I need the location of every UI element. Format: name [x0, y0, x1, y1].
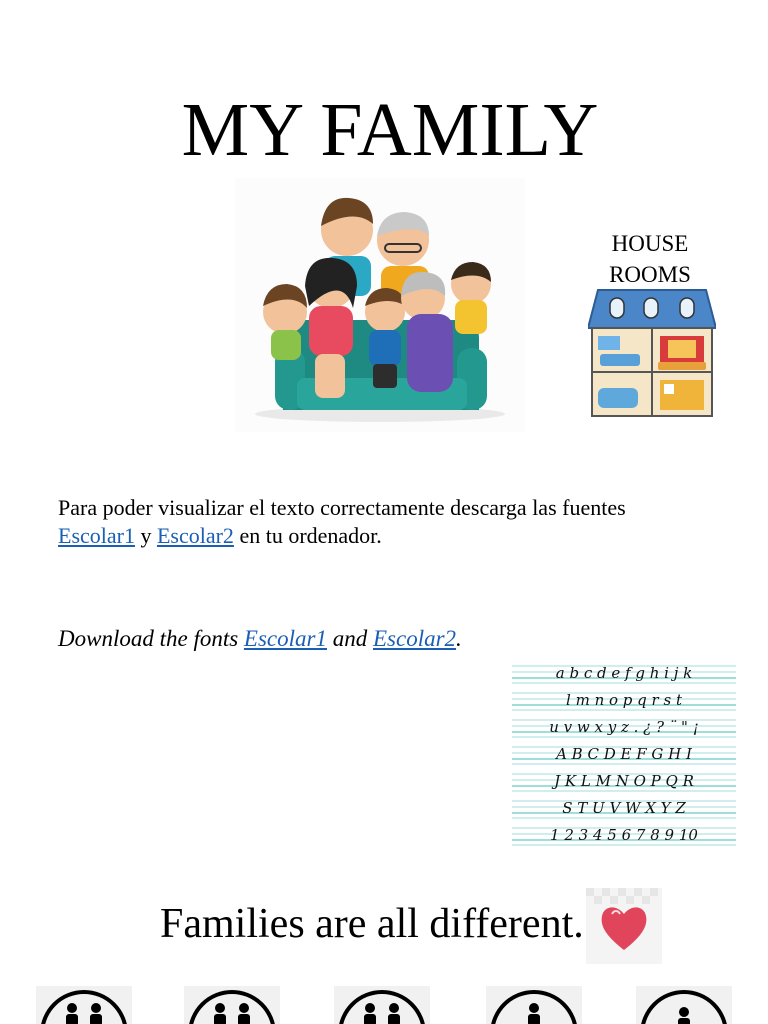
family-type-icon-3	[334, 986, 430, 1024]
house-illustration	[588, 288, 716, 418]
cursive-row-7: 1 2 3 4 5 6 7 8 9 10	[550, 826, 698, 844]
cursive-row-5: J K L M N O P Q R	[554, 772, 694, 790]
two-parents-icon	[184, 986, 280, 1024]
note-text-after: en tu ordenador.	[233, 523, 382, 548]
family-type-icon-4	[486, 986, 582, 1024]
cursive-row-1: a b c d e f g h i j k	[555, 664, 693, 682]
house-label-line1: HOUSE	[611, 231, 689, 256]
house-rooms-label	[596, 228, 704, 290]
two-parents-icon	[36, 986, 132, 1024]
note-text-before: Para poder visualizar el texto correctamente descarga las fuentes	[58, 495, 626, 520]
escolar1-link[interactable]: Escolar1	[58, 523, 135, 548]
family-type-icon-5	[636, 986, 732, 1024]
font-download-note	[58, 494, 698, 550]
page-title: MY FAMILY	[181, 88, 599, 172]
note-text-middle: y	[134, 523, 157, 548]
family-illustration	[235, 178, 525, 432]
cursive-row-4: A B C D E F G H I	[556, 745, 692, 763]
family-type-icon-1	[36, 986, 132, 1024]
download-text-after: .	[456, 626, 462, 651]
house-label-line2: ROOMS	[609, 262, 691, 287]
cursive-alphabet-chart	[510, 660, 738, 850]
escolar2-link[interactable]: Escolar2	[156, 523, 234, 548]
download-text-before: Download the fonts	[58, 626, 244, 651]
cursive-row-2: l m n o p q r s t	[566, 691, 682, 709]
family-type-icon-2	[184, 986, 280, 1024]
download-escolar2-link[interactable]: Escolar2	[372, 626, 457, 651]
cursive-row-3: u v w x y z . ¿ ? ¨ " ¡	[549, 718, 699, 736]
families-heading: Families are all different.	[160, 901, 584, 947]
single-parent-icon	[486, 986, 582, 1024]
two-parents-icon	[334, 986, 430, 1024]
cursive-row-6: S T U V W X Y Z	[562, 799, 686, 817]
heart-icon	[586, 888, 662, 964]
single-parent-icon	[636, 986, 732, 1024]
download-text-middle: and	[326, 626, 373, 651]
download-escolar1-link[interactable]: Escolar1	[243, 626, 327, 651]
download-fonts-text	[58, 625, 698, 653]
